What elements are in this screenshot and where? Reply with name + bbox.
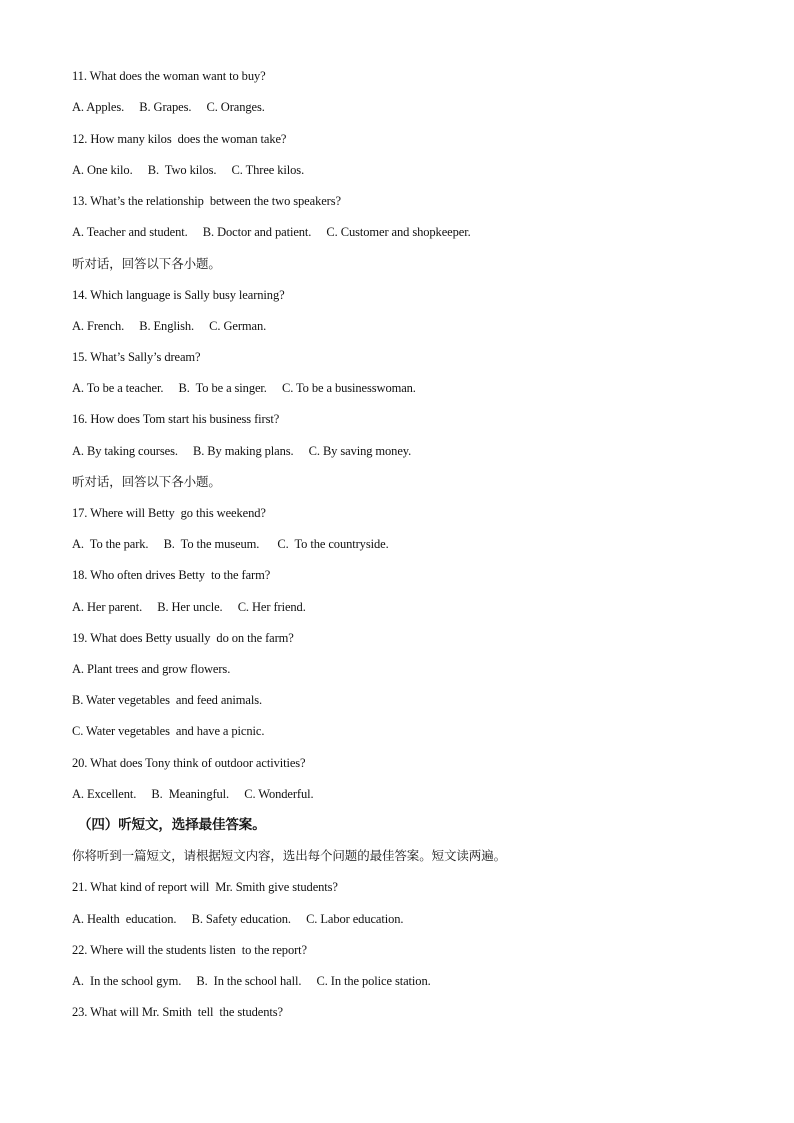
options-12: A. One kilo. B. Two kilos. C. Three kilos. [72,163,305,177]
options-22: A. In the school gym. B. In the school hall. C. In the police station. [72,974,431,988]
section-instruction: 你将听到一篇短文，请根据短文内容，选出每个问题的最佳答案。短文读两遍。 [72,848,507,863]
section-instruction: 听对话，回答以下各小题。 [72,474,221,489]
question-15: 15. What’s Sally’s dream? [72,350,201,364]
question-13: 13. What’s the relationship between the two speakers? [72,194,341,208]
options-15: A. To be a teacher. B. To be a singer. C. To be a businesswoman. [72,381,416,395]
question-21: 21. What kind of report will Mr. Smith give students? [72,880,338,894]
question-14: 14. Which language is Sally busy learning? [72,288,285,302]
question-12: 12. How many kilos does the woman take? [72,132,287,146]
question-16: 16. How does Tom start his business first? [72,412,280,426]
question-22: 22. Where will the students listen to the report? [72,943,307,957]
option-19b: B. Water vegetables and feed animals. [72,693,263,707]
options-13: A. Teacher and student. B. Doctor and patient. C. Customer and shopkeeper. [72,225,471,239]
question-19: 19. What does Betty usually do on the farm? [72,631,294,645]
question-17: 17. Where will Betty go this weekend? [72,506,266,520]
options-17: A. To the park. B. To the museum. C. To the countryside. [72,537,389,551]
options-21: A. Health education. B. Safety education. C. Labor education. [72,912,404,926]
option-19a: A. Plant trees and grow flowers. [72,662,231,676]
question-11: 11. What does the woman want to buy? [72,69,266,83]
options-18: A. Her parent. B. Her uncle. C. Her friend. [72,600,306,614]
options-20: A. Excellent. B. Meaningful. C. Wonderful. [72,787,314,801]
question-20: 20. What does Tony think of outdoor activities? [72,756,306,770]
question-23: 23. What will Mr. Smith tell the students? [72,1005,283,1019]
options-16: A. By taking courses. B. By making plans. C. By saving money. [72,444,412,458]
question-18: 18. Who often drives Betty to the farm? [72,568,271,582]
options-11: A. Apples. B. Grapes. C. Oranges. [72,100,265,114]
section-instruction: 听对话，回答以下各小题。 [72,256,221,271]
options-14: A. French. B. English. C. German. [72,319,267,333]
option-19c: C. Water vegetables and have a picnic. [72,724,265,738]
section-heading: （四）听短文，选择最佳答案。 [78,817,266,833]
